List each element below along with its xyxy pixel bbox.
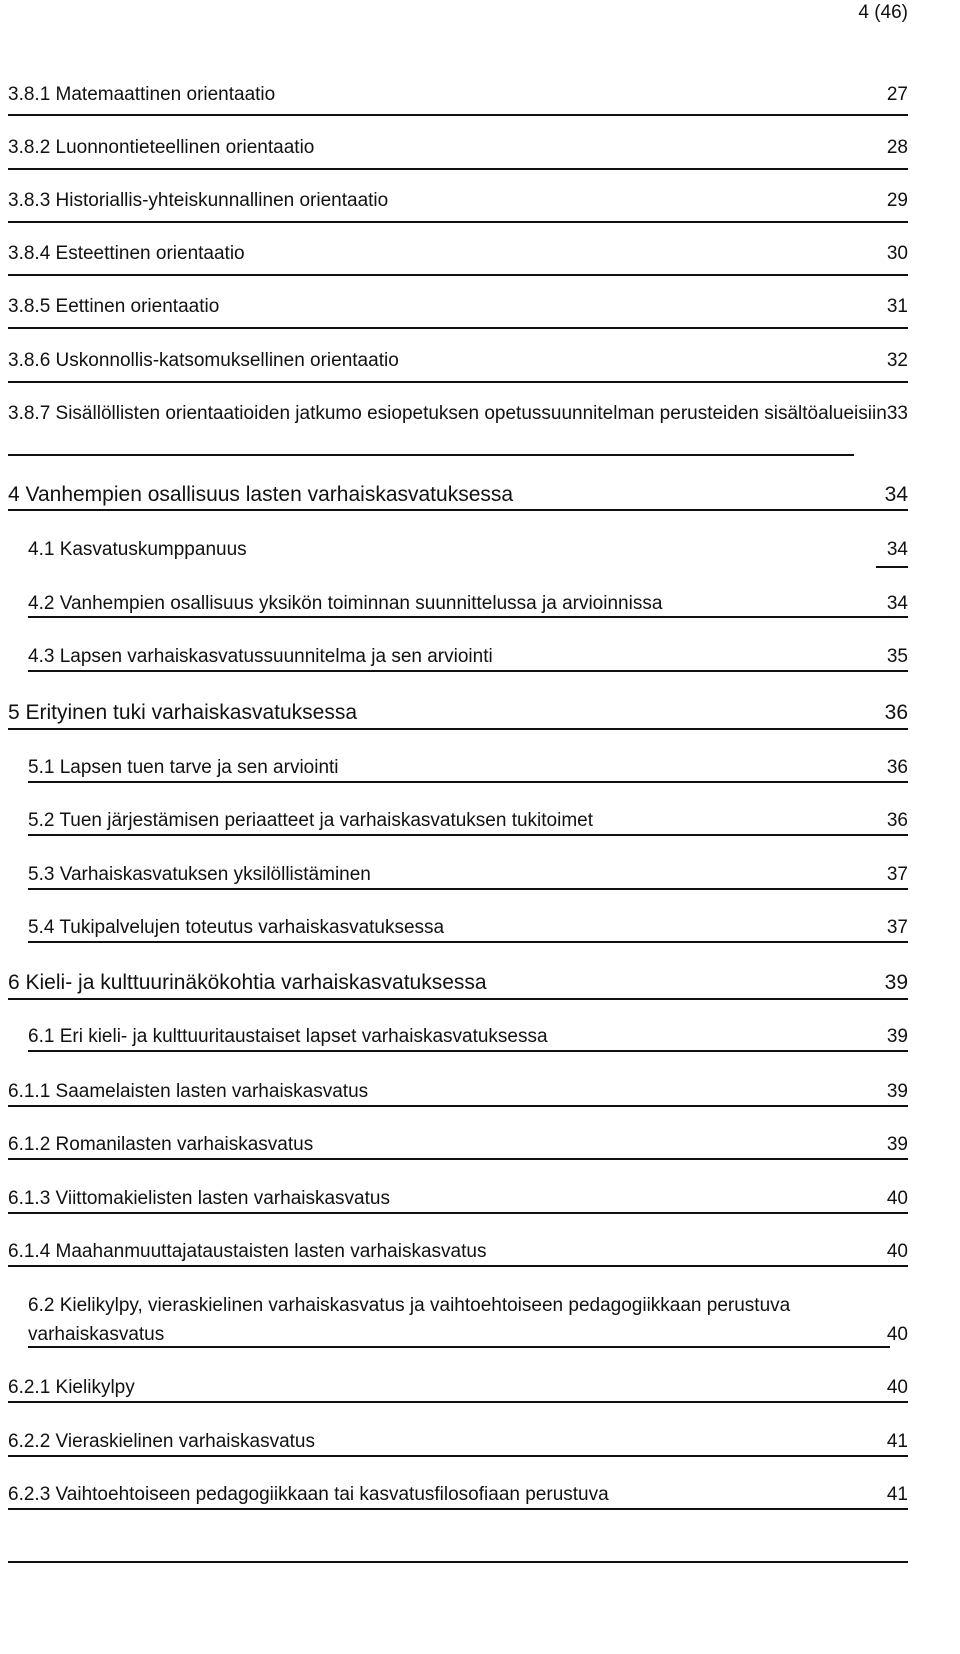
toc-entry-6-1[interactable] bbox=[28, 1022, 960, 1051]
toc-entry-6[interactable] bbox=[8, 968, 960, 997]
toc-entry-page: 27 bbox=[886, 84, 908, 105]
toc-rule bbox=[8, 454, 854, 456]
toc-entry-3-8-3[interactable] bbox=[8, 186, 960, 215]
toc-entry-5-3[interactable] bbox=[28, 860, 960, 889]
toc-entry-5-2[interactable] bbox=[28, 806, 960, 835]
toc-rule bbox=[28, 670, 908, 672]
toc-rule bbox=[8, 327, 908, 329]
toc-entry-title: 6.1.4 Maahanmuuttajataustaisten lasten varhaiskasvatus bbox=[8, 1241, 487, 1262]
toc-rule bbox=[28, 616, 908, 618]
toc-entry-page: 29 bbox=[886, 190, 908, 211]
toc-entry-title: 4 Vanhempien osallisuus lasten varhaiskasvatuksessa bbox=[8, 483, 514, 506]
toc-entry-page: 39 bbox=[884, 971, 908, 994]
toc-entry-4[interactable] bbox=[8, 480, 960, 509]
toc-entry-6-2-3[interactable] bbox=[8, 1480, 960, 1509]
toc-rule bbox=[8, 114, 908, 116]
toc-rule bbox=[8, 221, 908, 223]
toc-rule bbox=[8, 728, 908, 730]
toc-rule bbox=[8, 168, 908, 170]
toc-rule bbox=[8, 1158, 908, 1160]
toc-entry-page: 34 bbox=[884, 483, 908, 506]
page-number: 4 (46) bbox=[858, 2, 908, 23]
toc-rule bbox=[8, 274, 908, 276]
toc-entry-title: 3.8.5 Eettinen orientaatio bbox=[8, 296, 220, 317]
toc-entry-title: 3.8.7 Sisällöllisten orientaatioiden jatkumo esiopetuksen opetussuunnitelman perusteiden sisältöalueisiin bbox=[8, 403, 887, 424]
toc-entry-page: 36 bbox=[884, 701, 908, 724]
toc-rule bbox=[8, 998, 908, 1000]
toc-entry-page: 40 bbox=[886, 1324, 908, 1345]
toc-entry-page: 34 bbox=[886, 539, 908, 560]
toc-entry-6-2[interactable] bbox=[28, 1291, 960, 1349]
toc-entry-page: 30 bbox=[886, 243, 908, 264]
toc-entry-title: 6.1 Eri kieli- ja kulttuuritaustaiset lapset varhaiskasvatuksessa bbox=[28, 1026, 548, 1047]
toc-entry-title: 6.2 Kielikylpy, vieraskielinen varhaiskasvatus ja vaihtoehtoiseen pedagogiikkaan perustuva varhaiskasvatus bbox=[28, 1295, 791, 1345]
toc-entry-5-4[interactable] bbox=[28, 913, 960, 942]
toc-entry-3-8-6[interactable] bbox=[8, 346, 960, 375]
toc-rule bbox=[28, 781, 908, 783]
toc-entry-3-8-7[interactable] bbox=[8, 399, 960, 428]
toc-entry-title: 5.3 Varhaiskasvatuksen yksilöllistäminen bbox=[28, 864, 371, 885]
toc-rule bbox=[28, 1346, 890, 1348]
toc-entry-title: 6.2.2 Vieraskielinen varhaiskasvatus bbox=[8, 1431, 315, 1452]
toc-entry-6-1-4[interactable] bbox=[8, 1237, 960, 1266]
toc-entry-page: 36 bbox=[886, 757, 908, 778]
toc-entry-page: 40 bbox=[886, 1241, 908, 1262]
toc-entry-6-1-2[interactable] bbox=[8, 1130, 960, 1159]
toc-rule bbox=[28, 941, 908, 943]
toc-entry-title: 6.1.2 Romanilasten varhaiskasvatus bbox=[8, 1134, 314, 1155]
toc-entry-4-2[interactable] bbox=[28, 589, 960, 618]
toc-entry-title: 6 Kieli- ja kulttuurinäkökohtia varhaiskasvatuksessa bbox=[8, 971, 487, 994]
toc-entry-6-1-3[interactable] bbox=[8, 1184, 960, 1213]
toc-rule bbox=[876, 566, 908, 568]
toc-entry-page: 37 bbox=[886, 917, 908, 938]
toc-entry-title: 6.1.1 Saamelaisten lasten varhaiskasvatus bbox=[8, 1081, 369, 1102]
toc-entry-title: 3.8.3 Historiallis-yhteiskunnallinen orientaatio bbox=[8, 190, 389, 211]
toc-entry-title: 6.2.1 Kielikylpy bbox=[8, 1377, 135, 1398]
toc-entry-page: 35 bbox=[886, 646, 908, 667]
toc-entry-title: 5 Erityinen tuki varhaiskasvatuksessa bbox=[8, 701, 357, 724]
toc-entry-title: 5.2 Tuen järjestämisen periaatteet ja varhaiskasvatuksen tukitoimet bbox=[28, 810, 594, 831]
toc-entry-page: 36 bbox=[886, 810, 908, 831]
toc-rule bbox=[8, 1508, 908, 1510]
toc-entry-4-1[interactable] bbox=[28, 535, 960, 564]
toc-rule bbox=[8, 509, 908, 511]
toc-entry-page: 39 bbox=[886, 1026, 908, 1047]
toc-entry-title: 6.1.3 Viittomakielisten lasten varhaiskasvatus bbox=[8, 1188, 390, 1209]
toc-entry-3-8-4[interactable] bbox=[8, 239, 960, 268]
toc-entry-5[interactable] bbox=[8, 698, 960, 727]
toc-entry-title: 5.4 Tukipalvelujen toteutus varhaiskasvatuksessa bbox=[28, 917, 445, 938]
toc-entry-title: 6.2.3 Vaihtoehtoiseen pedagogiikkaan tai kasvatusfilosofiaan perustuva bbox=[8, 1484, 609, 1505]
toc-rule bbox=[8, 1212, 908, 1214]
toc-rule bbox=[8, 1401, 908, 1403]
toc-entry-title: 3.8.2 Luonnontieteellinen orientaatio bbox=[8, 137, 315, 158]
toc-entry-page: 41 bbox=[886, 1484, 908, 1505]
toc-entry-6-2-2[interactable] bbox=[8, 1427, 960, 1456]
toc-entry-6-2-1[interactable] bbox=[8, 1373, 960, 1402]
toc-rule bbox=[8, 1105, 908, 1107]
toc-rule bbox=[28, 1050, 908, 1052]
toc-entry-title: 3.8.1 Matemaattinen orientaatio bbox=[8, 84, 276, 105]
toc-entry-4-3[interactable] bbox=[28, 642, 960, 671]
toc-entry-page: 40 bbox=[886, 1377, 908, 1398]
toc-rule bbox=[28, 834, 908, 836]
toc-entry-6-1-1[interactable] bbox=[8, 1077, 960, 1106]
toc-rule bbox=[28, 888, 908, 890]
toc-entry-title: 4.2 Vanhempien osallisuus yksikön toiminnan suunnittelussa ja arvioinnissa bbox=[28, 593, 663, 614]
toc-entry-page: 28 bbox=[886, 137, 908, 158]
toc-rule bbox=[8, 1455, 908, 1457]
toc-entry-page: 39 bbox=[886, 1134, 908, 1155]
toc-entry-page: 40 bbox=[886, 1188, 908, 1209]
toc-entry-page: 31 bbox=[886, 296, 908, 317]
toc-entry-page: 33 bbox=[886, 403, 908, 424]
toc-entry-title: 4.1 Kasvatuskumppanuus bbox=[28, 539, 247, 560]
toc-rule bbox=[8, 381, 908, 383]
toc-entry-page: 32 bbox=[886, 350, 908, 371]
toc-rule-bottom bbox=[8, 1561, 908, 1563]
toc-entry-title: 3.8.4 Esteettinen orientaatio bbox=[8, 243, 245, 264]
toc-entry-page: 34 bbox=[886, 593, 908, 614]
toc-entry-5-1[interactable] bbox=[28, 753, 960, 782]
toc-entry-page: 39 bbox=[886, 1081, 908, 1102]
toc-entry-page: 41 bbox=[886, 1431, 908, 1452]
toc-entry-3-8-5[interactable] bbox=[8, 292, 960, 321]
toc-entry-title: 4.3 Lapsen varhaiskasvatussuunnitelma ja sen arviointi bbox=[28, 646, 493, 667]
toc-entry-3-8-1[interactable] bbox=[8, 80, 960, 109]
toc-entry-page: 37 bbox=[886, 864, 908, 885]
toc-entry-title: 5.1 Lapsen tuen tarve ja sen arviointi bbox=[28, 757, 339, 778]
toc-entry-title: 3.8.6 Uskonnollis-katsomuksellinen orientaatio bbox=[8, 350, 399, 371]
toc-rule bbox=[8, 1265, 908, 1267]
toc-entry-3-8-2[interactable] bbox=[8, 133, 960, 162]
